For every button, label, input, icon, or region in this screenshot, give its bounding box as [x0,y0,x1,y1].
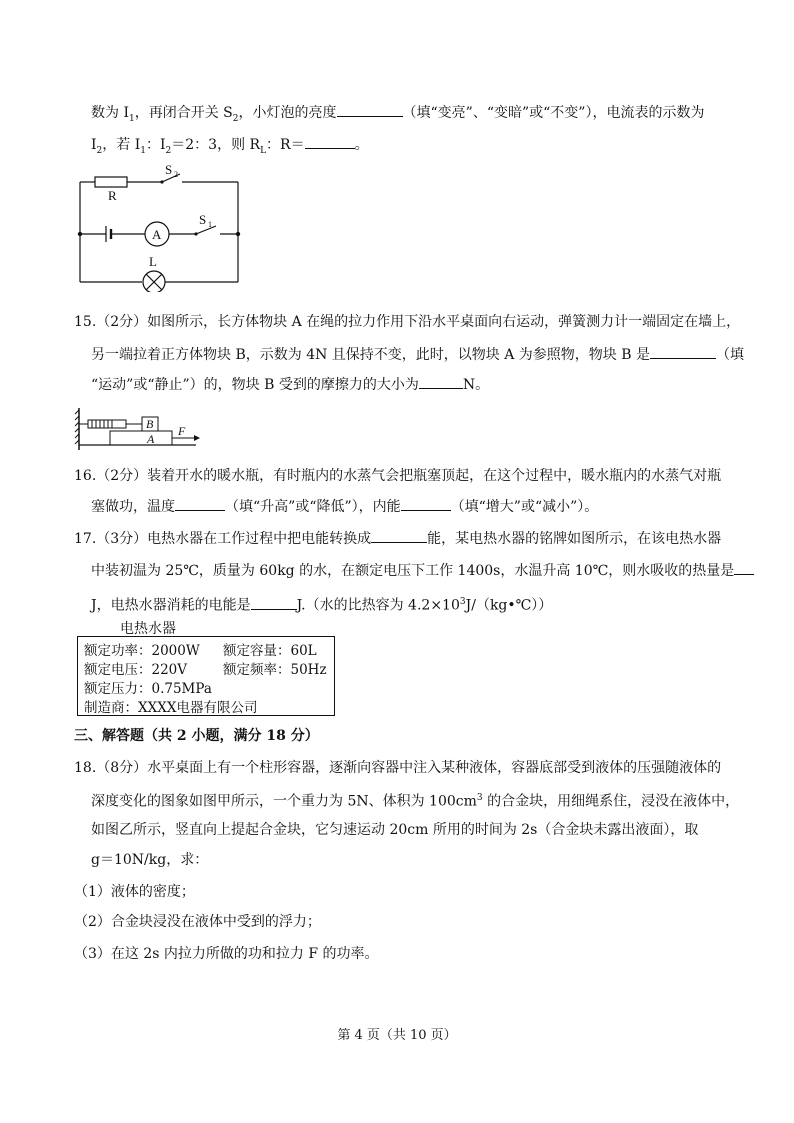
resistor-r [95,177,127,187]
q18-line-3: 如图乙所示，竖直向上提起合金块，它匀速运动 20cm 所用的时间为 2s（合金块未露出液面），取 [91,822,699,838]
answer-blank[interactable] [175,496,225,511]
q14-line-2: $I_2$，若 $I_1$：$I_2=2$：3，则 $R_L$：R＝ 。 [91,134,369,161]
svg-text:B: B [146,417,154,431]
q17-line-1: 17.（3分）电热水器在工作过程中把电能转换成 能，某电热水器的铭牌如图所示，在该电热水器 [74,528,721,549]
nameplate-title: 电热水器 [120,621,176,637]
label-s2: S [165,162,173,177]
section-3-title: 三、解答题（共 2 小题，满分 18 分） [74,728,319,744]
nameplate [77,636,335,716]
q18-sub-1: （1）液体的密度； [74,884,195,900]
spring-scale [88,420,126,428]
label-s1: S [199,212,207,227]
q17-line-3: J，电热水器消耗的电能是 J.（水的比热容为 $4.2\times 10^3J/(kg•℃)$） [91,592,552,616]
plate-manufacturer: 制造商：XXXX电器有限公司 [84,700,258,716]
q18-sub-2: （2）合金块浸没在液体中受到的浮力； [74,914,321,930]
answer-blank[interactable] [337,102,403,117]
switch-s1 [196,226,216,234]
answer-blank[interactable] [419,374,463,389]
answer-blank[interactable] [734,560,754,575]
circuit-diagram [70,162,250,292]
plate-rated-voltage: 额定电压：220V [84,662,188,678]
q15-line-1: 15.（2分）如图所示，长方体物块 A 在绳的拉力作用下沿水平桌面向右运动，弹簧测力计一端固定在墙上， [74,314,741,330]
answer-blank[interactable] [305,134,355,149]
plate-rated-capacity: 额定容量：60L [223,643,317,659]
answer-blank[interactable] [650,344,716,359]
svg-text:F: F [178,424,186,438]
plate-rated-pressure: 额定压力：0.75MPa [84,681,212,697]
q18-line-4: g＝10N/kg，求： [91,852,209,868]
q14-line-1: 数为 $I_1$，再闭合开关 $S_2$，小灯泡的亮度 （填“变亮”、“变暗”或“不变”），电流表的示数为 [91,102,704,129]
q18-sub-3: （3）在这 2s 内拉力所做的功和拉力 F 的功率。 [74,946,379,962]
q18-line-1: 18.（8分）水平桌面上有一个柱形容器，逐渐向容器中注入某种液体，容器底部受到液体的压强随液体的 [74,760,722,776]
answer-blank[interactable] [251,595,297,610]
q16-line-2: 塞做功，温度 （填“升高”或“降低”），内能 （填“增大”或“减小”）。 [91,496,598,517]
svg-text:1: 1 [208,220,212,229]
label-r: R [108,188,117,203]
q17-line-2: 中装初温为 25℃，质量为 60kg 的水，在额定电压下工作 1400s，水温升高 10℃，则水吸收的热量是 [91,560,754,581]
q15-line-3: “运动”或“静止”）的，物块 B 受到的摩擦力的大小为 N。 [91,374,489,395]
q15-line-2: 另一端拉着正方体物块 B，示数为 4N 且保持不变，此时，以物块 A 为参照物，物块 B 是 （填 [91,344,744,365]
label-a: A [152,227,162,242]
q18-line-2: 深度变化的图象如图甲所示，一个重力为 5N、体积为 $100cm^3$ 的合金块，用细绳系住，浸没在液体中， [91,793,740,810]
plate-rated-power: 额定功率：2000W [84,643,200,659]
answer-blank[interactable] [371,528,427,543]
page-footer: 第 4 页（共 10 页） [337,1028,457,1043]
svg-text:A: A [147,432,155,446]
spring-block-diagram [74,406,204,452]
block-a [110,431,172,445]
svg-text:2: 2 [174,170,178,179]
plate-rated-frequency: 额定频率：50Hz [223,662,327,678]
label-l: L [149,254,157,269]
q16-line-1: 16.（2分）装着开水的暖水瓶，有时瓶内的水蒸气会把瓶塞顶起，在这个过程中，暖水瓶内的水蒸气对瓶 [74,468,722,484]
answer-blank[interactable] [401,496,451,511]
